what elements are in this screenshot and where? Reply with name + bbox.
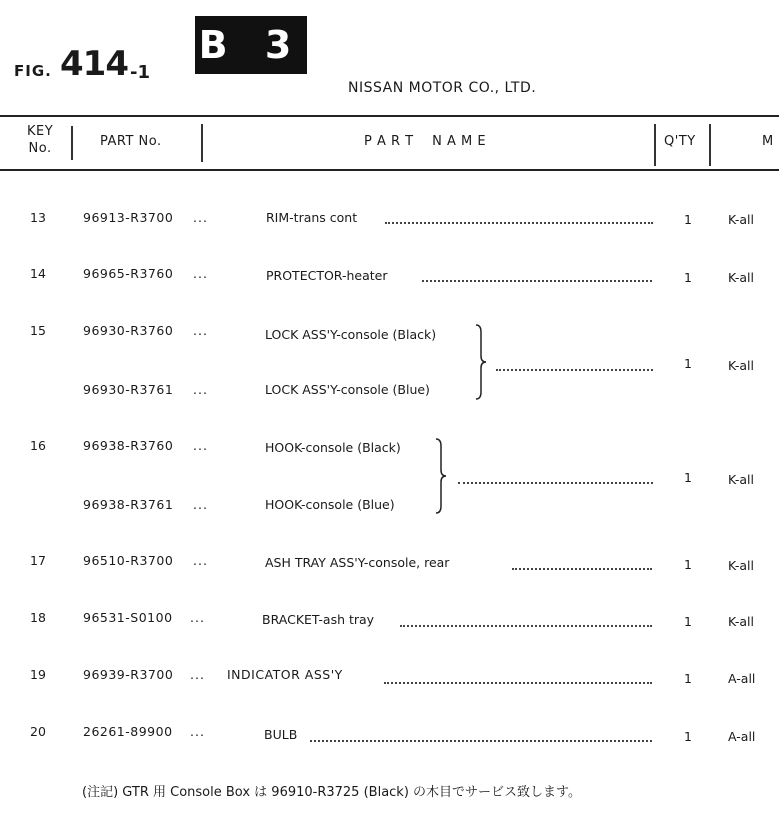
part-leader: ...: [193, 553, 208, 568]
part-leader: ...: [193, 497, 208, 512]
dot-leader: [458, 482, 653, 484]
part-name: ASH TRAY ASS'Y-console, rear: [265, 555, 450, 570]
header-divider: [201, 124, 203, 162]
dot-leader: [496, 369, 653, 371]
part-name: RIM-trans cont: [266, 210, 358, 225]
quantity: 1: [684, 614, 692, 629]
part-name: INDICATOR ASS'Y: [227, 667, 343, 682]
quantity: 1: [684, 729, 692, 744]
model-applicability: K-all: [728, 358, 755, 373]
dot-leader: [512, 568, 652, 570]
part-number: 96930-R3761: [83, 382, 174, 397]
dot-leader: [422, 280, 652, 282]
part-name: PROTECTOR-heater: [266, 268, 388, 283]
figure-number: 414: [60, 44, 128, 84]
key-number: 18: [30, 610, 46, 625]
section-badge: B 3: [195, 16, 307, 74]
part-leader: ...: [193, 382, 208, 397]
header-qty: Q'TY: [664, 134, 696, 149]
part-number: 26261-89900: [83, 724, 173, 739]
header-key-line2: No.: [28, 141, 52, 156]
key-number: 17: [30, 553, 46, 568]
figure-suffix: -1: [130, 62, 150, 83]
key-number: 20: [30, 724, 46, 739]
header-part-no: PART No.: [100, 134, 162, 149]
part-number: 96930-R3760: [83, 323, 174, 338]
model-applicability: K-all: [728, 472, 755, 487]
header-key: [27, 123, 53, 157]
header-top-rule: [0, 115, 779, 117]
part-leader: ...: [193, 323, 208, 338]
model-applicability: K-all: [728, 270, 755, 285]
header-divider: [654, 124, 656, 166]
grouping-brace: [475, 324, 485, 400]
model-applicability: A-all: [728, 671, 756, 686]
part-number: 96938-R3760: [83, 438, 174, 453]
part-name: BRACKET-ash tray: [262, 612, 375, 627]
part-leader: ...: [193, 210, 208, 225]
key-number: 19: [30, 667, 46, 682]
part-number: 96938-R3761: [83, 497, 174, 512]
key-number: 13: [30, 210, 46, 225]
header-part-name: P A R T N A M E: [364, 134, 487, 149]
key-number: 16: [30, 438, 46, 453]
part-name: LOCK ASS'Y-console (Black): [265, 327, 437, 342]
part-number: 96913-R3700: [83, 210, 174, 225]
part-name: BULB: [264, 727, 298, 742]
model-applicability: K-all: [728, 558, 755, 573]
figure-label: FIG.: [14, 62, 52, 80]
quantity: 1: [684, 356, 692, 371]
grouping-brace: [435, 438, 445, 514]
header-divider: [709, 124, 711, 166]
key-number: 15: [30, 323, 46, 338]
manufacturer-name: NISSAN MOTOR CO., LTD.: [348, 80, 537, 96]
dot-leader: [385, 222, 653, 224]
part-name: HOOK-console (Black): [265, 440, 401, 455]
model-applicability: K-all: [728, 212, 755, 227]
part-name: HOOK-console (Blue): [265, 497, 395, 512]
part-leader: ...: [193, 438, 208, 453]
header-bottom-rule: [0, 169, 779, 171]
quantity: 1: [684, 270, 692, 285]
header-model: M: [762, 134, 774, 149]
dot-leader: [310, 740, 652, 742]
header-divider: [71, 126, 73, 160]
part-number: 96531-S0100: [83, 610, 173, 625]
key-number: 14: [30, 266, 46, 281]
model-applicability: A-all: [728, 729, 756, 744]
dot-leader: [384, 682, 652, 684]
part-number: 96965-R3760: [83, 266, 174, 281]
part-leader: ...: [190, 667, 205, 682]
part-number: 96510-R3700: [83, 553, 174, 568]
part-number: 96939-R3700: [83, 667, 174, 682]
dot-leader: [400, 625, 652, 627]
part-leader: ...: [190, 724, 205, 739]
part-name: LOCK ASS'Y-console (Blue): [265, 382, 430, 397]
part-leader: ...: [190, 610, 205, 625]
quantity: 1: [684, 671, 692, 686]
header-key-line1: KEY: [27, 124, 54, 139]
quantity: 1: [684, 212, 692, 227]
footnote: (注記) GTR 用 Console Box は 96910-R3725 (Black) の木目でサービス致します。: [82, 785, 581, 800]
quantity: 1: [684, 470, 692, 485]
quantity: 1: [684, 557, 692, 572]
model-applicability: K-all: [728, 614, 755, 629]
part-leader: ...: [193, 266, 208, 281]
